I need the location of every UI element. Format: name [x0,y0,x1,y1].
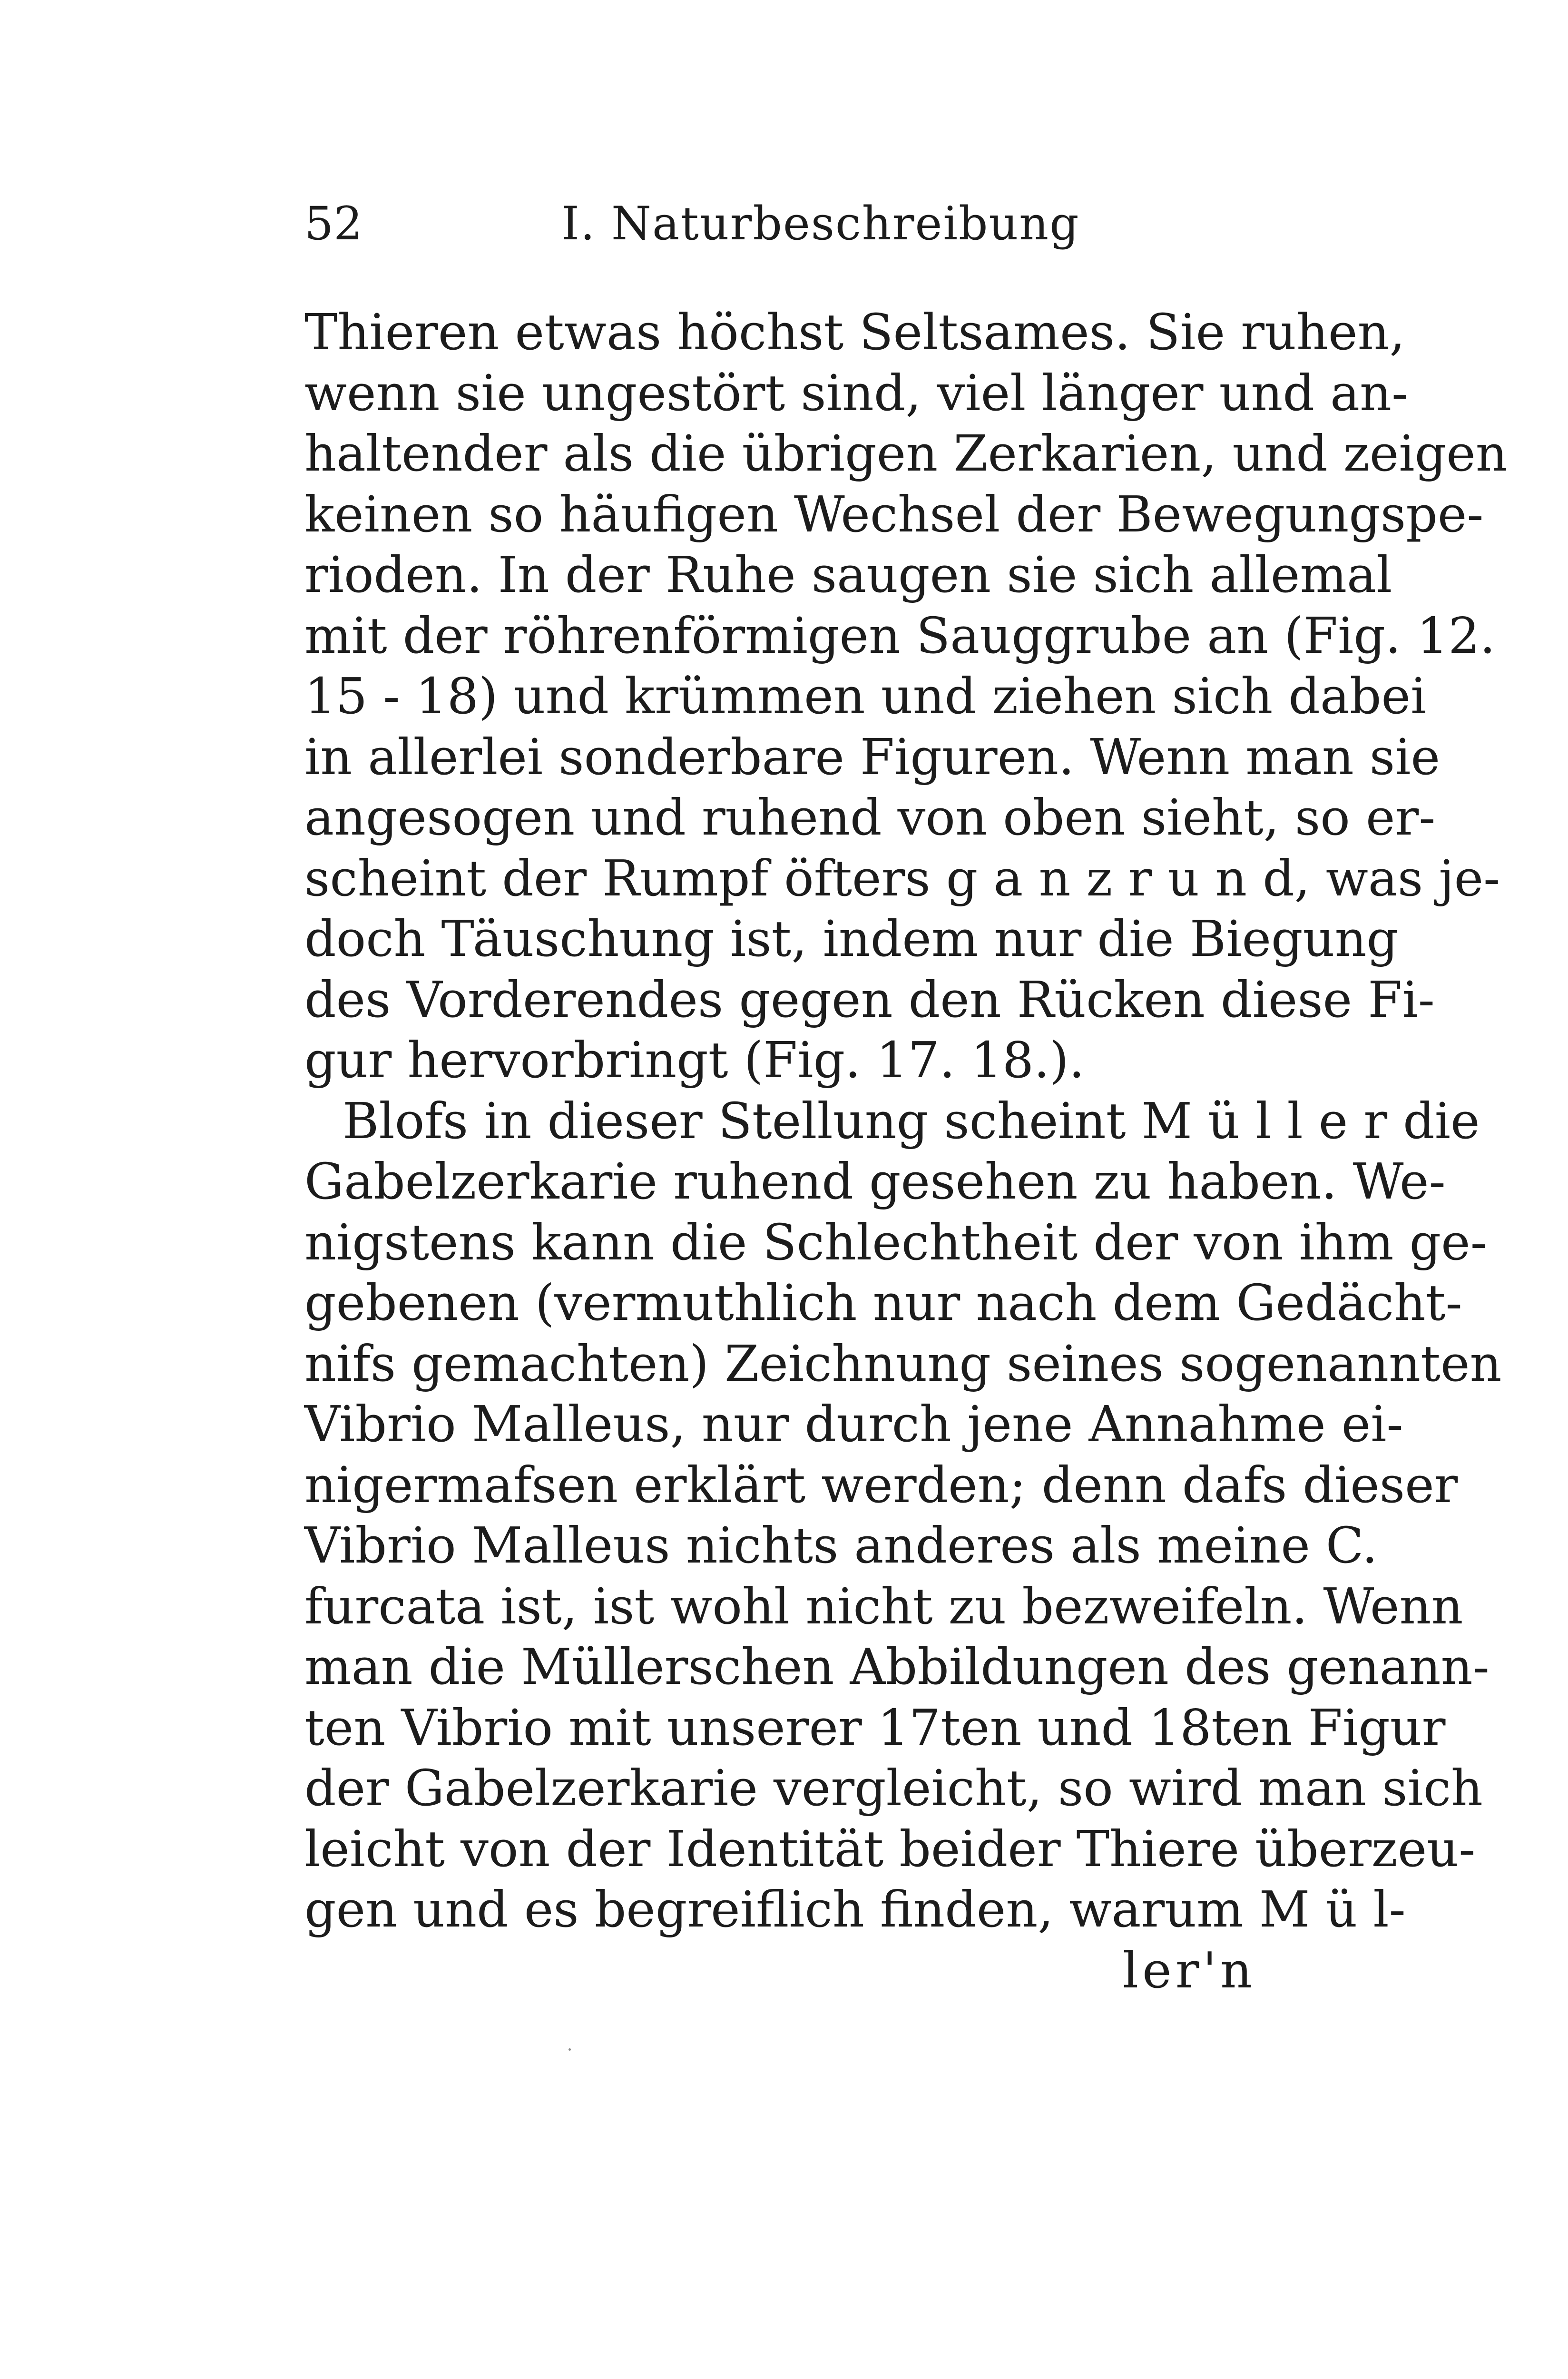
text-line: Gabelzerkarie ruhend gesehen zu haben. We- [304,1152,1446,1210]
text-line: nigstens kann die Schlechtheit der von ihm ge- [304,1213,1487,1271]
page-mark-dot [568,2048,571,2051]
text-line: furcata ist, ist wohl nicht zu bezweifeln. Wenn [304,1577,1463,1635]
text-line: des Vorderendes gegen den Rücken diese Fi- [304,970,1435,1029]
text-line: nifs gemachten) Zeichnung seines sogenannten [304,1334,1502,1393]
text-line: gur hervorbringt (Fig. 17. 18.). [304,1031,1085,1089]
text-line: leicht von der Identität beider Thiere überzeu- [304,1819,1476,1878]
text-line: scheint der Rumpf öfters g a n z r u n d, was je- [304,849,1500,907]
page-header [0,0,1568,285]
text-line: 15 - 18) und krümmen und ziehen sich dabei [304,667,1427,725]
page-number: 52 [304,197,363,250]
running-head: I. Naturbeschreibung [561,197,1080,250]
text-line: rioden. In der Ruhe saugen sie sich allemal [304,546,1392,604]
text-line: man die Müllerschen Abbildungen des genann- [304,1638,1490,1696]
catchword: ler'n [1122,1941,1256,1999]
text-line: doch Täuschung ist, indem nur die Biegung [304,910,1399,968]
text-line: Blofs in dieser Stellung scheint M ü l l e r die [343,1091,1480,1150]
text-line: gebenen (vermuthlich nur nach dem Gedächt- [304,1274,1462,1332]
text-line: haltender als die übrigen Zerkarien, und zeigen [304,424,1508,482]
text-line: mit der röhrenförmigen Sauggrube an (Fig. 12. [304,606,1496,665]
text-line: Thieren etwas höchst Seltsames. Sie ruhen, [304,303,1405,361]
text-line: Vibrio Malleus, nur durch jene Annahme ei- [304,1395,1403,1453]
text-line: Vibrio Malleus nichts anderes als meine C. [304,1516,1378,1574]
text-line: nigermafsen erklärt werden; denn dafs dieser [304,1455,1458,1514]
body-text [304,302,1508,2001]
text-line: wenn sie ungestört sind, viel länger und an- [304,364,1409,422]
text-line: keinen so häufigen Wechsel der Bewegungspe- [304,485,1484,543]
text-line: der Gabelzerkarie vergleicht, so wird man sich [304,1759,1483,1817]
text-line: ten Vibrio mit unserer 17ten und 18ten Figur [304,1698,1446,1757]
text-line: in allerlei sonderbare Figuren. Wenn man sie [304,727,1441,786]
text-line: angesogen und ruhend von oben sieht, so er- [304,788,1436,846]
text-line: gen und es begreiflich finden, warum M ü l- [304,1880,1406,1938]
